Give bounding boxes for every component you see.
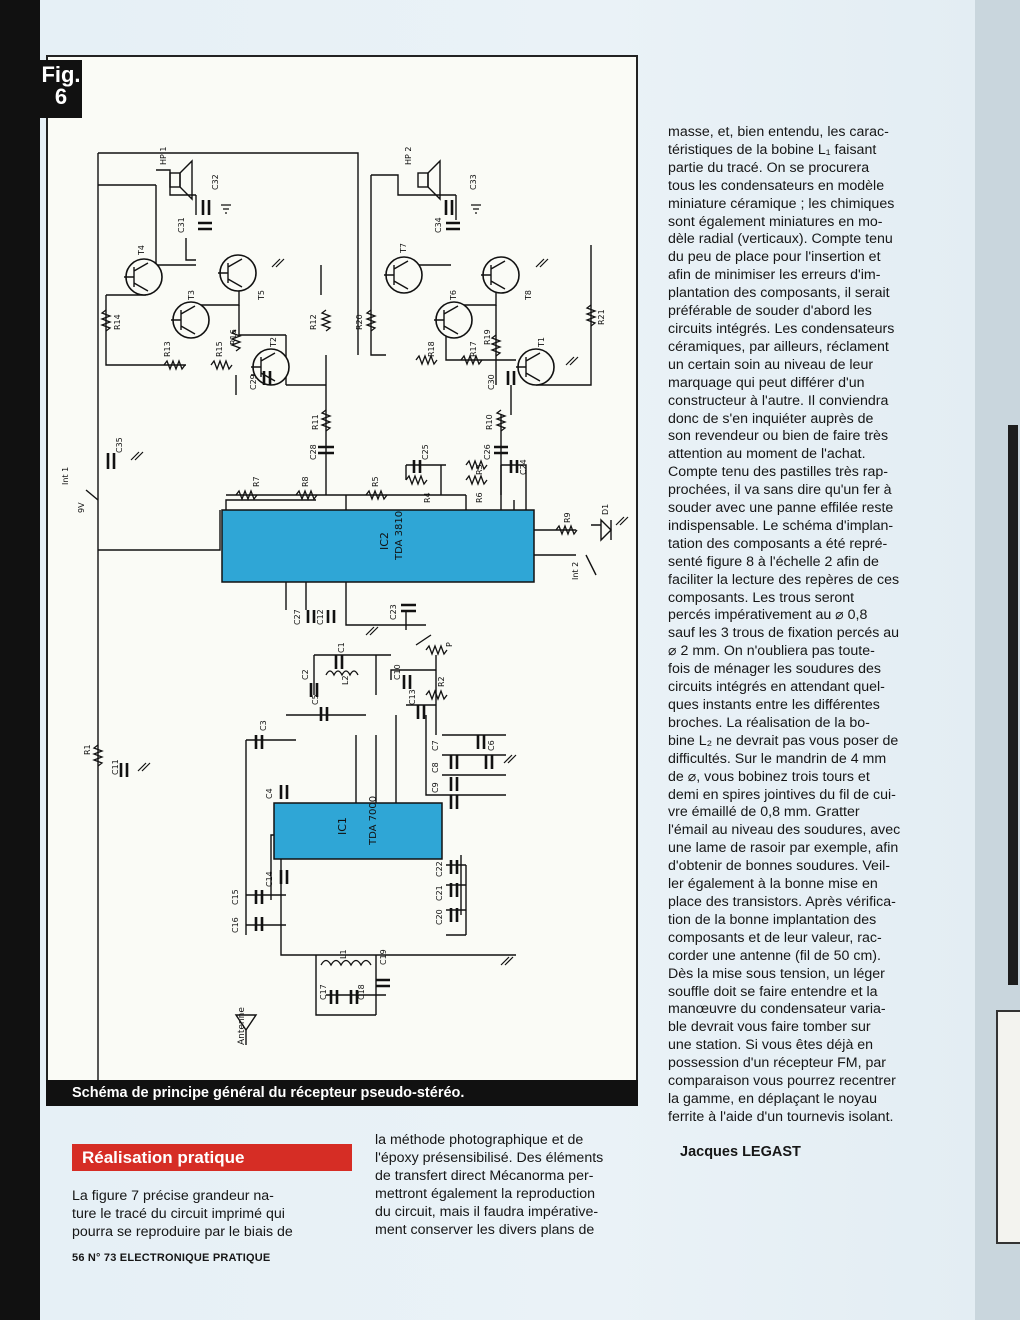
text-line: ble devrait vous faire tomber sur — [668, 1019, 871, 1036]
text-line: ler également à la bonne mise en — [668, 876, 878, 893]
text-line: afin de minimiser les erreurs d'im- — [668, 267, 881, 284]
text-line: du peu de place pour l'insertion et — [668, 249, 881, 266]
label-r10: R10 — [485, 414, 494, 430]
text-line: souffle doit se faire entendre et la — [668, 983, 878, 1000]
label-t4: T4 — [137, 245, 146, 255]
binding-shadow — [0, 0, 40, 1320]
text-line: comparaison vous pourrez recentrer — [668, 1073, 896, 1090]
text-line: senté figure 8 à l'échelle 2 afin de — [668, 553, 879, 570]
text-line: tous les condensateurs en modèle — [668, 177, 885, 194]
label-c31: C31 — [177, 217, 186, 233]
text-line: la méthode photographique et de — [375, 1132, 584, 1148]
label-r9: R9 — [563, 512, 572, 523]
text-line: place des transistors. Après vérifica- — [668, 893, 896, 910]
label-c19: C19 — [379, 949, 388, 965]
text-line: une lame de rasoir par exemple, afin — [668, 840, 899, 857]
text-line: difficultés. Sur le mandrin de 4 mm — [668, 750, 887, 767]
section-heading: Réalisation pratique — [72, 1144, 352, 1171]
label-d1: D1 — [601, 503, 610, 515]
text-line: fois de ménager les soudures des — [668, 661, 881, 678]
label-c6: C6 — [487, 740, 496, 751]
label-r2: R2 — [437, 676, 446, 687]
label-t5: T5 — [257, 290, 266, 300]
label-c4: C4 — [265, 788, 274, 799]
text-line: La figure 7 précise grandeur na- — [72, 1188, 274, 1204]
label-r16: R16 — [229, 329, 238, 345]
label-r8: R8 — [301, 476, 310, 487]
label-r15: R15 — [215, 341, 224, 357]
text-line: de ⌀, vous bobinez trois tours et — [668, 768, 870, 785]
ic2-part: TDA 3810 — [394, 510, 405, 560]
text-line: miniature céramique ; les chimiques — [668, 195, 895, 212]
ic1-part: TDA 7000 — [368, 795, 379, 845]
label-t2: T2 — [269, 337, 278, 347]
text-line: mettront également la reproduction — [375, 1185, 596, 1202]
text-line: manœuvre du condensateur varia- — [668, 1001, 886, 1018]
text-line: indispensable. Le schéma d'implan- — [668, 517, 894, 534]
text-line: sont également miniatures en mo- — [668, 213, 883, 230]
text-line: un certain soin au niveau de leur — [668, 356, 874, 373]
text-line: de transfert direct Mécanorma per- — [375, 1167, 594, 1184]
label-r7: R7 — [252, 476, 261, 487]
label-r1: R1 — [83, 744, 92, 755]
label-t6: T6 — [449, 290, 458, 300]
figure-label-word: Fig. — [41, 62, 81, 87]
text-line: constructeur à l'autre. Il conviendra — [668, 392, 889, 409]
text-line: d'obtenir de bonnes soudures. Veil- — [668, 858, 890, 875]
label-r14: R14 — [113, 314, 122, 330]
label-r21: R21 — [597, 309, 606, 325]
label-c25: C25 — [421, 444, 430, 460]
label-c29: C29 — [249, 374, 258, 390]
label-c16: C16 — [231, 917, 240, 933]
next-page-dark-bar — [1008, 425, 1018, 985]
label-c14: C14 — [265, 871, 274, 887]
label-c23: C23 — [389, 604, 398, 620]
label-t1: T1 — [537, 337, 546, 347]
label-c20: C20 — [435, 909, 444, 925]
text-line: partie du tracé. On se procurera — [668, 159, 870, 176]
label-c28: C28 — [309, 444, 318, 460]
text-line: bine L₂ ne devrait pas vous poser de — [668, 732, 899, 749]
label-c13: C13 — [408, 689, 417, 705]
label-r19: R19 — [483, 329, 492, 345]
text-line: corder une antenne (fil de 50 cm). — [668, 947, 881, 964]
text-line: tion de la bonne implantation des — [668, 911, 877, 928]
label-r3: R3 — [475, 464, 484, 475]
text-line: faciliter la lecture des repères de ces — [668, 571, 900, 588]
text-line: l'émail au niveau des soudures, avec — [668, 822, 901, 839]
text-line: ⌀ 2 mm. On n'oubliera pas toute- — [668, 643, 875, 660]
text-line: sauf les 3 trous de fixation percés au — [668, 625, 900, 642]
next-page-box — [996, 1010, 1020, 1244]
label-c32: C32 — [211, 174, 220, 190]
text-line: ment conserver les divers plans de — [375, 1221, 595, 1238]
label-t7: T7 — [399, 243, 408, 253]
text-line: céramiques, par ailleurs, réclament — [668, 338, 889, 355]
label-r20: R20 — [355, 314, 364, 330]
label-c11: C11 — [111, 759, 120, 775]
article-column-middle — [375, 1132, 637, 1239]
label-l1: L1 — [339, 949, 348, 959]
text-line: pourra se reproduire par le biais de — [72, 1223, 293, 1240]
text-line: donc de s'en inquiéter auprès de — [668, 410, 874, 427]
label-9v: 9V — [77, 502, 86, 513]
label-c2: C2 — [301, 669, 310, 680]
ic1-block — [274, 803, 442, 859]
text-line: circuits intégrés en attendant quel- — [668, 679, 885, 696]
text-line: plantation des composants, il serait — [668, 285, 890, 302]
label-c7: C7 — [431, 740, 440, 751]
text-line: Compte tenu des pastilles très rap- — [668, 464, 889, 481]
text-line: possession d'un récepteur FM, par — [668, 1055, 886, 1072]
text-line: percés impérativement au ⌀ 0,8 — [668, 607, 868, 624]
label-c8: C8 — [431, 762, 440, 773]
text-line: tation des composants a été repré- — [668, 535, 888, 552]
label-c34: C34 — [434, 217, 443, 233]
text-line: masse, et, bien entendu, les carac- — [668, 124, 889, 140]
text-line: téristiques de la bobine L₁ faisant — [668, 141, 877, 158]
text-line: attention au moment de l'achat. — [668, 446, 866, 463]
text-line: son revendeur ou bien de faire très — [668, 428, 889, 445]
text-line: marquage qui peut différer d'un — [668, 374, 865, 391]
label-int1: Int 1 — [61, 466, 70, 485]
text-line: souder avec une panne effilée reste — [668, 500, 894, 517]
ic1-name: IC1 — [336, 817, 349, 835]
article-column-left — [72, 1188, 330, 1242]
text-line: vre émaillé de 0,8 mm. Gratter — [668, 804, 860, 821]
label-c30: C30 — [487, 374, 496, 390]
text-line: préférable de souder d'abord les — [668, 303, 872, 320]
label-c15: C15 — [231, 889, 240, 905]
figure-caption: Schéma de principe général du récepteur pseudo-stéréo. — [46, 1080, 638, 1106]
label-c17: C17 — [319, 984, 328, 1000]
text-line: du circuit, mais il faudra impérative- — [375, 1203, 599, 1220]
label-l2: L2 — [341, 675, 350, 685]
label-p: P — [445, 642, 454, 647]
text-line: circuits intégrés. Les condensateurs — [668, 320, 895, 337]
article-column-right — [668, 124, 940, 1127]
label-c9: C9 — [431, 782, 440, 793]
label-r11: R11 — [311, 414, 320, 430]
label-c33: C33 — [469, 174, 478, 190]
label-c27: C27 — [293, 609, 302, 625]
label-c3: C3 — [259, 720, 268, 731]
text-line: prochées, il va sans dire qu'un fer à — [668, 482, 892, 499]
text-line: ques instants entre les différentes — [668, 697, 880, 713]
label-r5: R5 — [371, 476, 380, 487]
label-t8: T8 — [524, 290, 533, 300]
text-line: l'époxy présensibilisé. Des éléments — [375, 1149, 604, 1166]
label-c1: C1 — [337, 642, 346, 653]
label-r4: R4 — [423, 492, 432, 503]
label-c10: C10 — [393, 664, 402, 680]
label-r6: R6 — [475, 492, 484, 503]
text-line: dèle radial (verticaux). Compte tenu — [668, 231, 893, 248]
label-hp1: HP 1 — [159, 146, 168, 165]
label-r17: R17 — [469, 341, 478, 357]
author-name: Jacques LEGAST — [680, 1144, 801, 1160]
label-t3: T3 — [187, 290, 196, 300]
label-c18: C18 — [357, 984, 366, 1000]
text-line: composants. Les trous seront — [668, 589, 855, 606]
label-int2: Int 2 — [571, 561, 580, 580]
label-c21: C21 — [435, 885, 444, 901]
text-line: Dès la mise sous tension, un léger — [668, 965, 885, 982]
label-c5: C5 — [311, 694, 320, 705]
text-line: demi en spires jointives du fil de cui- — [668, 786, 896, 803]
text-line: ture le tracé du circuit imprimé qui — [72, 1205, 285, 1222]
figure-label-number: 6 — [54, 84, 68, 109]
label-c35: C35 — [115, 437, 124, 453]
label-r18: R18 — [427, 341, 436, 357]
label-c26: C26 — [483, 444, 492, 460]
page-folio: 56 N° 73 ELECTRONIQUE PRATIQUE — [72, 1252, 271, 1264]
label-c12: C12 — [316, 609, 325, 625]
text-line: broches. La réalisation de la bo- — [668, 714, 870, 731]
label-c24: C24 — [519, 459, 528, 475]
text-line: ferrite à l'aide d'un tournevis isolant. — [668, 1108, 894, 1125]
label-r12: R12 — [309, 314, 318, 330]
text-line: une station. Si vous êtes déjà en — [668, 1037, 874, 1054]
text-line: la gamme, en déplaçant le noyau — [668, 1090, 878, 1107]
text-line: composants et de leur valeur, rac- — [668, 929, 882, 946]
label-hp2: HP 2 — [404, 146, 413, 165]
ic2-name: IC2 — [378, 532, 391, 550]
label-r13: R13 — [163, 341, 172, 357]
label-c22: C22 — [435, 861, 444, 877]
antenna-label: Antenne — [237, 1007, 247, 1045]
schematic-diagram — [46, 55, 638, 1085]
